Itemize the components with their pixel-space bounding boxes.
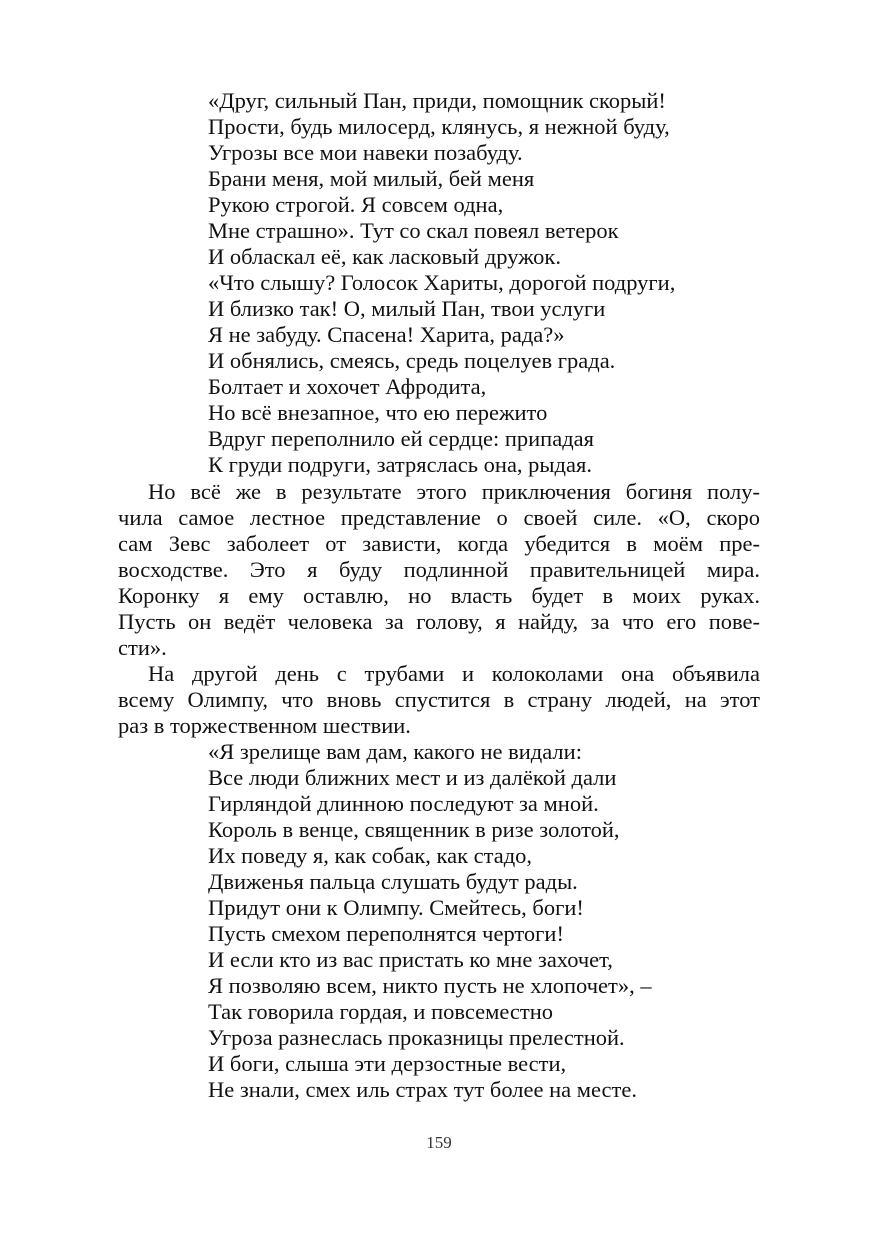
prose-line: Но всё же в результате этого приключения богиня полу- <box>148 479 760 504</box>
verse-line: «Что слышу? Голосок Хариты, дорогой подруги, <box>208 270 676 295</box>
verse-line: Придут они к Олимпу. Смейтесь, боги! <box>208 895 584 920</box>
prose-line: сам Зевс заболеет от зависти, когда убедится в моём пре- <box>118 531 760 556</box>
verse-line: И обнялись, смеясь, средь поцелуев града. <box>208 348 616 373</box>
verse-line: Рукою строгой. Я совсем одна, <box>208 192 504 217</box>
verse-line: Брани меня, мой милый, бей меня <box>208 166 535 191</box>
verse-line: К груди подруги, затряслась она, рыдая. <box>208 452 592 477</box>
verse-line: И обласкал её, как ласковый дружок. <box>208 244 561 269</box>
verse-block-2 <box>208 739 808 1103</box>
verse-line: Болтает и хохочет Афродита, <box>208 374 487 399</box>
verse-line: Пусть смехом переполнятся чертоги! <box>208 921 564 946</box>
prose-paragraph-1 <box>118 479 760 661</box>
prose-line: сти». <box>118 635 167 660</box>
verse-line: Я позволяю всем, никто пусть не хлопочет», – <box>208 973 652 998</box>
verse-line: Все люди ближних мест и из далёкой дали <box>208 765 617 790</box>
verse-line: «Я зрелище вам дам, какого не видали: <box>208 739 582 764</box>
verse-line: Я не забуду. Спасена! Харита, рада?» <box>208 322 565 347</box>
verse-line: И если кто из вас пристать ко мне захочет, <box>208 947 613 972</box>
verse-line: Угрозы все мои навеки позабуду. <box>208 140 523 165</box>
verse-line: Прости, будь милосерд, клянусь, я нежной буду, <box>208 114 670 139</box>
prose-line: всему Олимпу, что вновь спустится в страну людей, на этот <box>118 687 760 712</box>
verse-line: Мне страшно». Тут со скал повеял ветерок <box>208 218 619 243</box>
prose-line: чила самое лестное представление о своей силе. «О, скоро <box>118 505 760 530</box>
prose-line: Коронку я ему оставлю, но власть будет в моих руках. <box>118 583 760 608</box>
verse-line: Так говорила гордая, и повсеместно <box>208 999 553 1024</box>
verse-line: И близко так! О, милый Пан, твои услуги <box>208 296 606 321</box>
verse-line: Движенья пальца слушать будут рады. <box>208 869 578 894</box>
prose-line: Пусть он ведёт человека за голову, я найду, за что его пове- <box>118 609 760 634</box>
verse-line: Их поведу я, как собак, как стадо, <box>208 843 533 868</box>
prose-line: На другой день с трубами и колоколами она объявила <box>148 661 760 686</box>
prose-paragraph-2 <box>118 661 760 739</box>
prose-line: восходстве. Это я буду подлинной правительницей мира. <box>118 557 760 582</box>
verse-line: Вдруг переполнило ей сердце: припадая <box>208 426 594 451</box>
prose-line: раз в торжественном шествии. <box>118 713 411 738</box>
verse-line: Угроза разнеслась проказницы прелестной. <box>208 1025 625 1050</box>
verse-block-1 <box>208 88 808 478</box>
verse-line: Гирляндой длинною последуют за мной. <box>208 791 599 816</box>
verse-line: «Друг, сильный Пан, приди, помощник скорый! <box>208 88 666 113</box>
verse-line: Не знали, смех иль страх тут более на месте. <box>208 1077 637 1102</box>
verse-line: И боги, слыша эти дерзостные вести, <box>208 1051 567 1076</box>
verse-line: Король в венце, священник в ризе золотой, <box>208 817 620 842</box>
verse-line: Но всё внезапное, что ею пережито <box>208 400 548 425</box>
page-number: 159 <box>426 1133 452 1152</box>
